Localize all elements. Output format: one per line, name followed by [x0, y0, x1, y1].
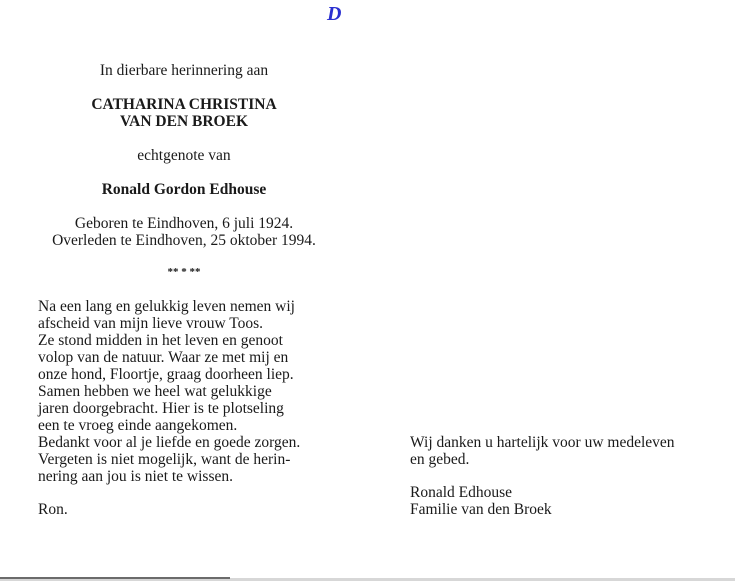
intro-text: In dierbare herinnering aan: [99, 62, 269, 79]
handwritten-mark: D: [327, 3, 342, 25]
thanks-line1: Wij danken u hartelijk voor uw medeleven: [410, 434, 675, 451]
message-line: Ze stond midden in het leven en genoot: [38, 332, 283, 349]
message-line: afscheid van mijn lieve vrouw Toos.: [38, 315, 264, 332]
message-line: Vergeten is niet mogelijk, want de herin-: [38, 451, 291, 468]
thanks-line2: en gebed.: [410, 451, 470, 468]
deceased-name-line2: VAN DEN BROEK: [119, 113, 249, 130]
message-line: Na een lang en gelukkig leven nemen wij: [38, 298, 295, 315]
scan-edge-line: [0, 577, 230, 579]
message-line: nering aan jou is niet te wissen.: [38, 468, 233, 485]
signer-2: Familie van den Broek: [410, 501, 552, 518]
message-line: Bedankt voor al je liefde en goede zorgen.: [38, 434, 301, 451]
signature: Ron.: [38, 501, 68, 518]
message-line: jaren doorgebracht. Hier is te plotseling: [38, 400, 284, 417]
signer-1: Ronald Edhouse: [410, 484, 513, 501]
message-line: volop van de natuur. Waar ze met mij en: [38, 349, 289, 366]
death-line: Overleden te Eindhoven, 25 oktober 1994.: [52, 232, 316, 249]
spouse-intro: echtgenote van: [137, 147, 231, 164]
separator: ** * **: [167, 266, 201, 278]
spouse-name: Ronald Gordon Edhouse: [101, 181, 267, 198]
message-line: Samen hebben we heel wat gelukkige: [38, 383, 272, 400]
deceased-name-line1: CATHARINA CHRISTINA: [91, 96, 277, 113]
message-block: [38, 298, 330, 485]
message-line: een te vroeg einde aangekomen.: [38, 417, 238, 434]
message-line: onze hond, Floortje, graag doorheen liep.: [38, 366, 294, 383]
birth-line: Geboren te Eindhoven, 6 juli 1924.: [74, 215, 294, 232]
